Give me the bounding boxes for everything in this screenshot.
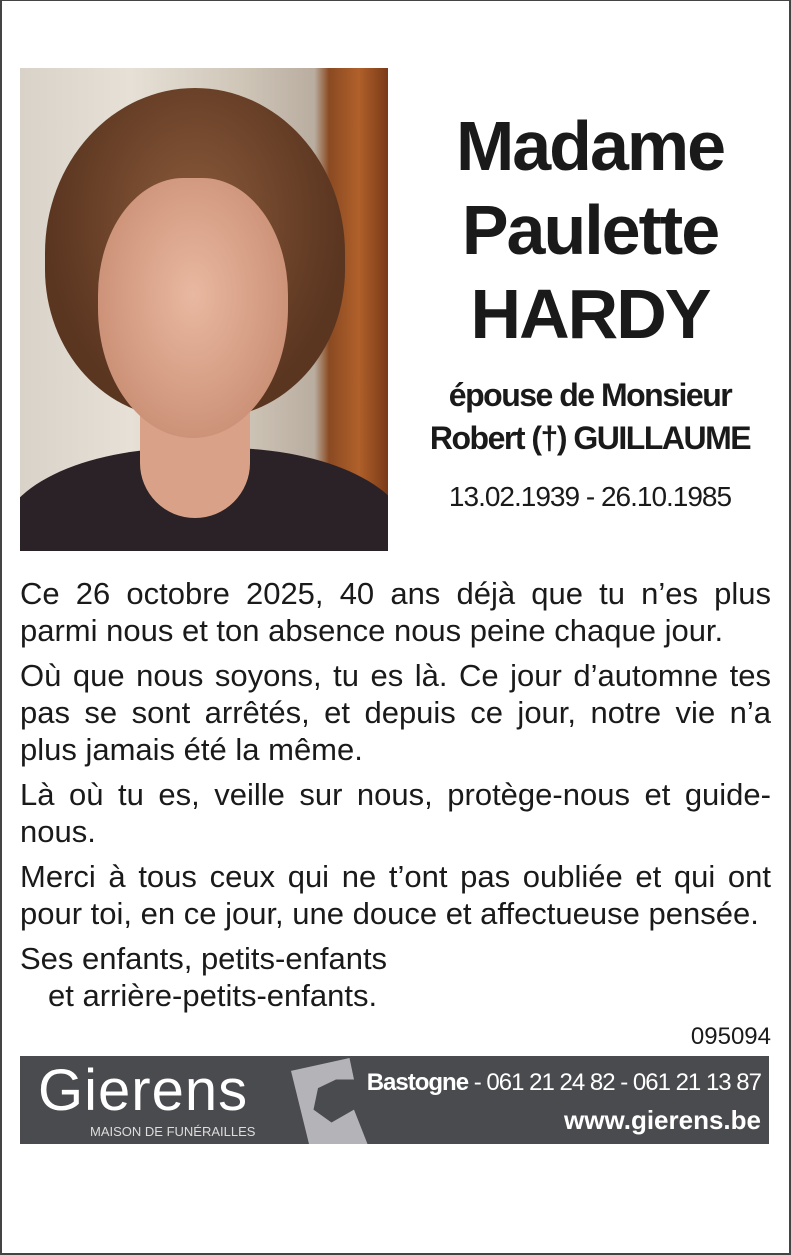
website-link[interactable]: www.gierens.be xyxy=(564,1105,761,1135)
message-paragraph: Où que nous soyons, tu es là. Ce jour d’automne tes pas se sont arrêtés, et depuis ce jour, notre vie n’a plus jamais été la même. xyxy=(20,658,771,767)
message-paragraph: Ce 26 octobre 2025, 40 ans déjà que tu n’es plus parmi nous et ton absence nous peine chaque jour. xyxy=(20,576,771,648)
message xyxy=(20,575,771,1014)
signature xyxy=(20,940,771,1014)
spouse-line1: épouse de Monsieur xyxy=(448,377,732,413)
life-dates: 13.02.1939 - 26.10.1985 xyxy=(448,481,732,512)
spouse-line2: Robert (†) GUILLAUME xyxy=(429,420,751,456)
logo-subtitle: MAISON DE FUNÉRAILLES xyxy=(90,1124,256,1139)
first-name: Paulette xyxy=(461,191,719,269)
logo-mark-icon xyxy=(282,1058,372,1144)
message-paragraph: Merci à tous ceux qui ne t’ont pas oubliée et qui ont pour toi, en ce jour, une douce et affectueuse pensée. xyxy=(20,859,771,931)
contact-line xyxy=(367,1068,761,1098)
signature-line1: Ses enfants, petits-enfants xyxy=(20,941,388,976)
signature-line2: et arrière-petits-enfants. xyxy=(48,978,378,1013)
message-paragraph: Là où tu es, veille sur nous, protège-nous et guide-nous. xyxy=(20,777,771,849)
last-name: HARDY xyxy=(470,275,710,353)
title: Madame xyxy=(455,107,725,185)
reference-number: 095094 xyxy=(690,1023,771,1050)
notice-content xyxy=(20,0,771,1170)
phone-numbers: - 061 21 24 82 - 061 21 13 87 xyxy=(468,1069,761,1096)
funeral-home-banner xyxy=(20,1056,769,1144)
funeral-home-logo: Gierens xyxy=(38,1058,249,1123)
city: Bastogne xyxy=(366,1069,469,1096)
